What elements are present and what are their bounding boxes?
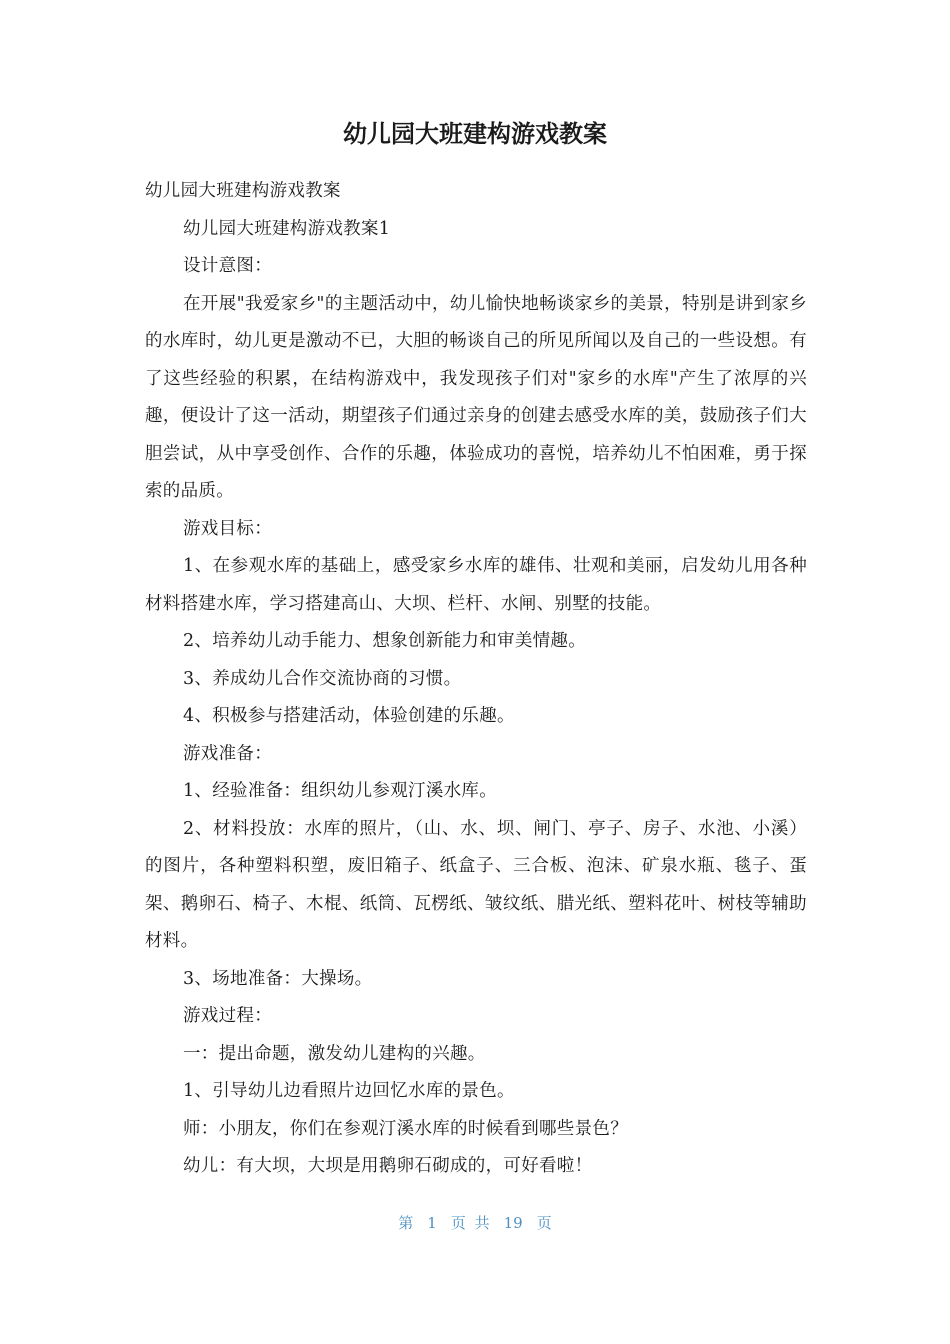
paragraph: 游戏目标： <box>183 518 272 539</box>
paragraph: 1、引导幼儿边看照片边回忆水库的景色。 <box>183 1081 515 1101</box>
paragraph: 游戏过程： <box>183 1006 272 1026</box>
paragraph: 3、养成幼儿合作交流协商的习惯。 <box>183 668 462 689</box>
paragraph: 在开展"我爱家乡"的主题活动中，幼儿愉快地畅谈家乡的美景，特别是讲到家乡的水库时，幼儿更是激动不已，大胆的畅谈自己的所见所闻以及自己的一些设想。有了这些经验的积累，在结构游戏中，我发现孩子们对"家乡的水库"产生了浓厚的兴趣，便设计了这一活动，期望孩子们通过亲身的创建去感受水库的美，鼓励孩子们大胆尝试，从中享受创作、合作的乐趣，体验成功的喜悦，培养幼儿不怕困难，勇于探索的品质。 <box>145 293 807 501</box>
footer-middle: 页 共 <box>450 1214 490 1232</box>
paragraph: 1、在参观水库的基础上，感受家乡水库的雄伟、壮观和美丽，启发幼儿用各种材料搭建水库，学习搭建高山、大坝、栏杆、水闸、别墅的技能。 <box>145 556 807 614</box>
paragraph: 师：小朋友，你们在参观汀溪水库的时候看到哪些景色？ <box>183 1118 628 1139</box>
document-body <box>145 173 807 1186</box>
footer-total-pages: 19 <box>503 1214 523 1232</box>
footer-current-page: 1 <box>427 1214 437 1232</box>
paragraph: 设计意图： <box>183 256 272 276</box>
document-title: 幼儿园大班建构游戏教案 <box>343 120 607 148</box>
paragraph: 2、培养幼儿动手能力、想象创新能力和审美情趣。 <box>183 631 587 651</box>
paragraph: 4、积极参与搭建活动，体验创建的乐趣。 <box>183 706 515 726</box>
footer-suffix: 页 <box>536 1214 552 1232</box>
paragraph: 游戏准备： <box>183 743 272 764</box>
paragraph: 幼儿园大班建构游戏教案 <box>145 181 341 201</box>
paragraph: 一：提出命题，激发幼儿建构的兴趣。 <box>183 1043 486 1064</box>
paragraph: 幼儿：有大坝，大坝是用鹅卵石砌成的，可好看啦！ <box>183 1156 593 1176</box>
paragraph: 1、经验准备：组织幼儿参观汀溪水库。 <box>183 781 498 801</box>
footer-prefix: 第 <box>398 1214 414 1232</box>
paragraph: 3、场地准备：大操场。 <box>183 968 373 989</box>
paragraph: 幼儿园大班建构游戏教案1 <box>183 218 391 239</box>
paragraph: 2、材料投放：水库的照片，（山、水、坝、闸门、亭子、房子、水池、小溪）的图片，各种塑料积塑，废旧箱子、纸盒子、三合板、泡沫、矿泉水瓶、毯子、蛋架、鹅卵石、椅子、木棍、纸筒、瓦楞纸、皱纹纸、腊光纸、塑料花叶、树枝等辅助材料。 <box>145 818 807 951</box>
page-footer <box>0 1210 950 1236</box>
